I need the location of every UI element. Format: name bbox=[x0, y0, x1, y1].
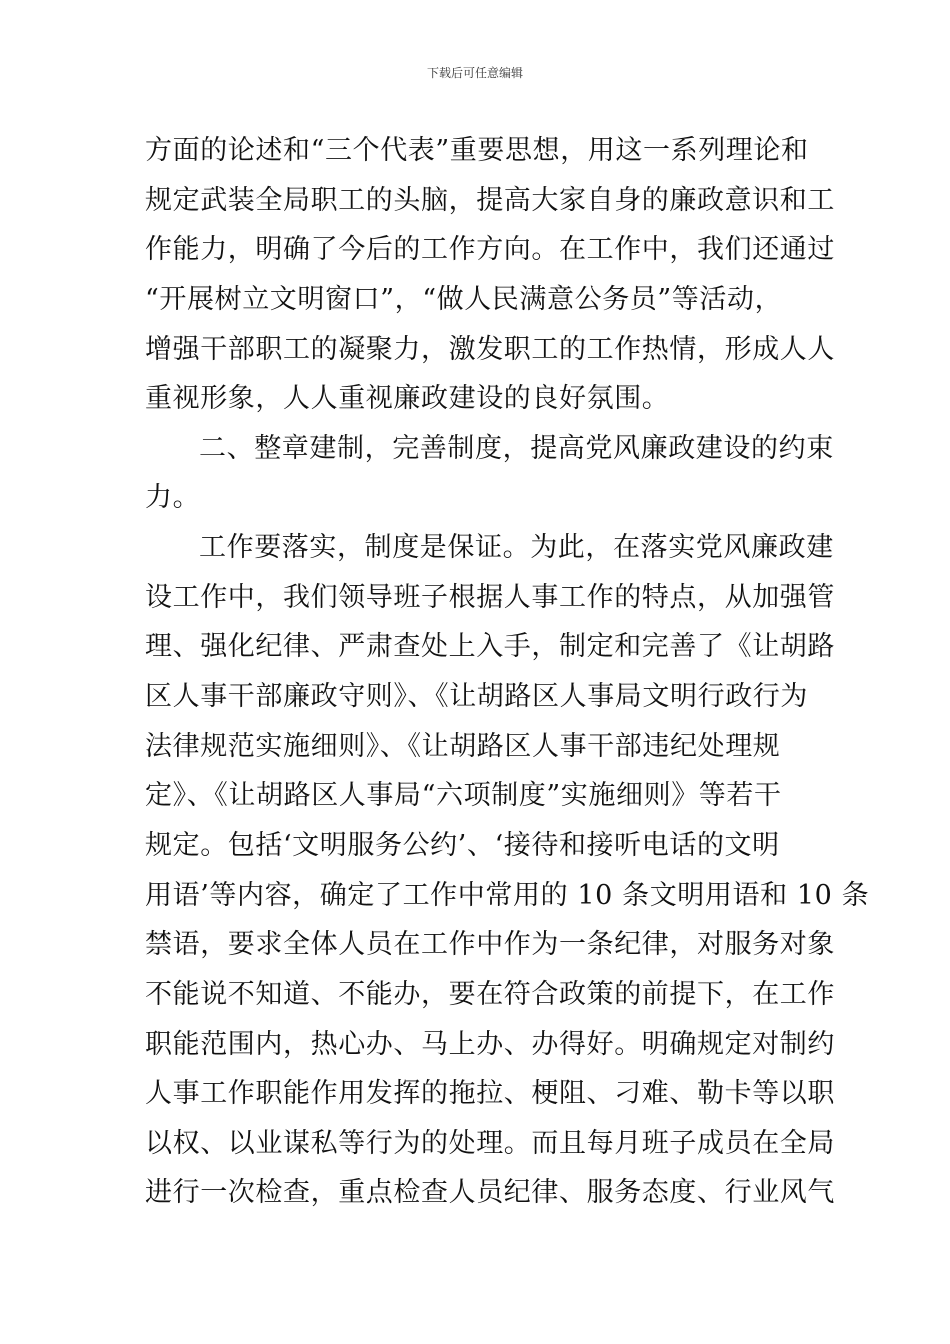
text-line: 不能说不知道、不能办，要在符合政策的前提下，在工作 bbox=[145, 978, 835, 1010]
section-heading-line: 二、整章建制，完善制度，提高党风廉政建设的约束 bbox=[199, 432, 834, 464]
text-line: 法律规范实施细则》、《让胡路区人事干部违纪处理规 bbox=[145, 730, 781, 762]
text-line: 区人事干部廉政守则》、《让胡路区人事局文明行政行为 bbox=[145, 681, 808, 713]
text-line: 规定。包括‘文明服务公约’、‘接待和接听电话的文明 bbox=[145, 829, 780, 861]
text-line: 理、强化纪律、严肃查处上入手，制定和完善了《让胡路 bbox=[145, 631, 835, 663]
text-line: 以权、以业谋私等行为的处理。而且每月班子成员在全局 bbox=[145, 1127, 835, 1159]
text-line: 重视形象，人人重视廉政建设的良好氛围。 bbox=[145, 383, 670, 415]
document-body bbox=[145, 126, 870, 1218]
text-line: 禁语，要求全体人员在工作中作为一条纪律，对服务对象 bbox=[145, 929, 835, 961]
text-line: 职能范围内，热心办、马上办、办得好。明确规定对制约 bbox=[145, 1028, 835, 1060]
text-line: 增强干部职工的凝聚力，激发职工的工作热情，形成人人 bbox=[145, 333, 835, 365]
text-line: 作能力，明确了今后的工作方向。在工作中，我们还通过 bbox=[145, 234, 835, 266]
page-header: 下载后可任意编辑 bbox=[426, 66, 523, 80]
section-heading-line: 力。 bbox=[145, 482, 201, 514]
text-line: “开展树立文明窗口”，“做人民满意公务员”等活动， bbox=[145, 283, 783, 315]
text-line: 方面的论述和“三个代表”重要思想，用这一系列理论和 bbox=[145, 135, 809, 166]
text-line: 人事工作职能作用发挥的拖拉、梗阻、刁难、勒卡等以职 bbox=[145, 1078, 835, 1110]
text-line: 工作要落实，制度是保证。为此，在落实党风廉政建 bbox=[199, 532, 834, 564]
text-line: 定》、《让胡路区人事局“六项制度”实施细则》等若干 bbox=[145, 780, 782, 812]
text-line: 设工作中，我们领导班子根据人事工作的特点，从加强管 bbox=[145, 581, 835, 613]
text-line: 规定武装全局职工的头脑，提高大家自身的廉政意识和工 bbox=[145, 184, 835, 216]
text-line: 用语’等内容，确定了工作中常用的 10 条文明用语和 10 条 bbox=[145, 879, 870, 911]
text-line: 进行一次检查，重点检查人员纪律、服务态度、行业风气 bbox=[145, 1177, 835, 1209]
